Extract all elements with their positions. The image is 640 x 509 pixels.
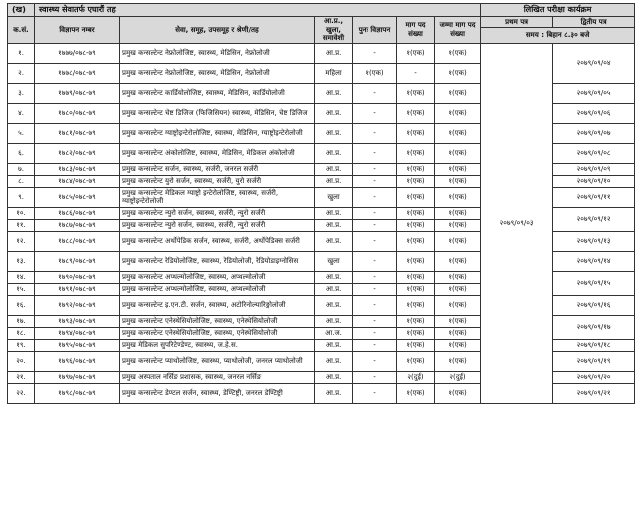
post-cell: प्रमुख कन्सल्टेन्ट एनेस्थेसियोलोजिष्ट, स्वास्थ्य, एनेस्थेसियोलोजी	[120, 315, 315, 327]
type-cell: आ.प्र.	[315, 271, 353, 283]
advert-no-cell: १७९८/०७८-७९	[35, 383, 120, 403]
advert-no-cell: १७७८/०७८-७९	[35, 63, 120, 83]
total-cell: १(एक)	[435, 351, 481, 371]
type-cell: खुला	[315, 187, 353, 207]
col-required: माग पद संख्या	[397, 17, 435, 44]
serial-cell: १०.	[8, 207, 35, 219]
total-cell: १(एक)	[435, 163, 481, 175]
required-cell: -	[397, 63, 435, 83]
type-cell: आ.प्र.	[315, 103, 353, 123]
serial-cell: १३.	[8, 251, 35, 271]
total-cell: १(एक)	[435, 231, 481, 251]
required-cell: १(एक)	[397, 175, 435, 187]
type-cell: महिला	[315, 63, 353, 83]
serial-cell: १४.	[8, 271, 35, 283]
required-cell: १(एक)	[397, 351, 435, 371]
post-cell: प्रमुख कन्सल्टेन्ट अप्थल्मोलोजिष्ट, स्वास्थ्य, अप्थल्मोलोजी	[120, 283, 315, 295]
required-cell: १(एक)	[397, 163, 435, 175]
required-cell: १(एक)	[397, 219, 435, 231]
paper2-date-cell: २०७९/०९/१२	[553, 207, 635, 231]
repeat-cell: -	[353, 351, 397, 371]
post-cell: प्रमुख कन्सल्टेन्ट नेफ्रोलोजिष्ट, स्वास्थ्य, मेडिसिन, नेफ्रोलोजी	[120, 43, 315, 63]
total-cell: १(एक)	[435, 295, 481, 315]
col-type: आ.प्र., खुला, समावेशी	[315, 17, 353, 44]
post-cell: प्रमुख कन्सल्टेन्ट एनेस्थेसियोलोजिष्ट, स्वास्थ्य, एनेस्थेसियोलोजी	[120, 327, 315, 339]
total-cell: १(एक)	[435, 339, 481, 351]
required-cell: १(एक)	[397, 103, 435, 123]
post-cell: प्रमुख कन्सल्टेन्ट ग्याष्ट्रोइन्टेरोलोजिष्ट, स्वास्थ्य, मेडिसिन, ग्याष्ट्रोइन्टेरोलोजी	[120, 123, 315, 143]
repeat-cell: -	[353, 187, 397, 207]
advert-no-cell: १७८८/०७८-७९	[35, 231, 120, 251]
total-cell: १(एक)	[435, 63, 481, 83]
repeat-cell: -	[353, 207, 397, 219]
type-cell: आ.ज.	[315, 327, 353, 339]
serial-cell: २.	[8, 63, 35, 83]
advert-no-cell: १७७९/०७८-७९	[35, 83, 120, 103]
required-cell: १(एक)	[397, 383, 435, 403]
type-cell: आ.प्र.	[315, 231, 353, 251]
repeat-cell: -	[353, 231, 397, 251]
paper2-date-cell: २०७९/०९/२१	[553, 383, 635, 403]
total-cell: १(एक)	[435, 327, 481, 339]
advert-no-cell: १७९६/०७८-७९	[35, 351, 120, 371]
required-cell: २(दुई)	[397, 371, 435, 383]
post-cell: प्रमुख कन्सल्टेन्ट सर्जन, स्वास्थ्य, सर्जरी, जनरल सर्जरी	[120, 163, 315, 175]
serial-cell: ३.	[8, 83, 35, 103]
post-cell: प्रमुख कन्सल्टेन्ट नेफ्रोलोजिष्ट, स्वास्थ्य, मेडिसिन, नेफ्रोलोजी	[120, 63, 315, 83]
paper2-date-cell: २०७९/०९/२०	[553, 371, 635, 383]
advert-no-cell: १७९४/०७८-७९	[35, 327, 120, 339]
post-cell: प्रमुख कन्सल्टेन्ट रेडियोलोजिष्ट, स्वास्थ्य, रेडियोलोजी, रेडियोडाइग्नोसिस	[120, 251, 315, 271]
required-cell: १(एक)	[397, 271, 435, 283]
type-cell: आ.प्र.	[315, 351, 353, 371]
required-cell: १(एक)	[397, 143, 435, 163]
serial-cell: ८.	[8, 175, 35, 187]
paper2-date-cell: २०७९/०९/०८	[553, 143, 635, 163]
col-repeat: पुनः विज्ञापन	[353, 17, 397, 44]
repeat-cell: -	[353, 163, 397, 175]
section-title: स्वास्थ्य सेवातर्फ एघारौं तह	[35, 4, 481, 17]
repeat-cell: -	[353, 271, 397, 283]
serial-cell: २०.	[8, 351, 35, 371]
advert-no-cell: १७९५/०७८-७९	[35, 339, 120, 351]
advert-no-cell: १७८५/०७८-७९	[35, 187, 120, 207]
paper2-date-cell: २०७९/०९/१५	[553, 271, 635, 295]
repeat-cell: -	[353, 43, 397, 63]
type-cell: आ.प्र.	[315, 123, 353, 143]
serial-cell: १५.	[8, 283, 35, 295]
total-cell: १(एक)	[435, 271, 481, 283]
total-cell: १(एक)	[435, 283, 481, 295]
required-cell: १(एक)	[397, 283, 435, 295]
type-cell: आ.प्र.	[315, 43, 353, 63]
post-cell: प्रमुख कन्सल्टेन्ट इ.एन.टी. सर्जन, स्वास्थ्य, अटोरिनोल्यारिङ्गोलोजी	[120, 295, 315, 315]
post-cell: प्रमुख कन्सल्टेन्ट अंकोलोजिष्ट, स्वास्थ्य, मेडिसिन, मेडिकल अंकोलोजी	[120, 143, 315, 163]
advert-no-cell: १७९७/०७८-७९	[35, 371, 120, 383]
repeat-cell: -	[353, 219, 397, 231]
repeat-cell: -	[353, 295, 397, 315]
post-cell: प्रमुख कन्सल्टेन्ट डेण्टल सर्जन, स्वास्थ्य, डेण्टिष्ट्री, जनरल डेण्टिष्ट्री	[120, 383, 315, 403]
required-cell: १(एक)	[397, 315, 435, 327]
col-advert-no: विज्ञापन नम्बर	[35, 17, 120, 44]
paper2-date-cell: २०७९/०९/०४	[553, 43, 635, 83]
required-cell: १(एक)	[397, 339, 435, 351]
repeat-cell: -	[353, 371, 397, 383]
total-cell: १(एक)	[435, 143, 481, 163]
required-cell: १(एक)	[397, 231, 435, 251]
vacancy-table	[7, 3, 635, 404]
paper2-date-cell: २०७९/०९/११	[553, 187, 635, 207]
total-cell: १(एक)	[435, 83, 481, 103]
advert-no-cell: १७९१/०७८-७९	[35, 283, 120, 295]
post-cell: प्रमुख कन्सल्टेन्ट मेडिकल ग्याष्ट्रो इन्टेरोलोजिष्ट, स्वास्थ्य, सर्जरी, ग्याष्ट्रोइन्टेरोलोजी	[120, 187, 315, 207]
post-cell: प्रमुख अस्पताल नर्सिङ प्रशासक, स्वास्थ्य, जनरल नर्सिङ	[120, 371, 315, 383]
serial-cell: १६.	[8, 295, 35, 315]
paper2-date-cell: २०७९/०९/१४	[553, 251, 635, 271]
repeat-cell: -	[353, 175, 397, 187]
type-cell: आ.प्र.	[315, 207, 353, 219]
paper2-date-cell: २०७९/०९/१६	[553, 295, 635, 315]
post-cell: प्रमुख कन्सल्टेन्ट न्युरो सर्जन, स्वास्थ्य, सर्जरी, न्युरो सर्जरी	[120, 207, 315, 219]
repeat-cell: -	[353, 315, 397, 327]
required-cell: १(एक)	[397, 187, 435, 207]
total-cell: २(दुई)	[435, 371, 481, 383]
paper2-date-cell: २०७९/०९/०७	[553, 123, 635, 143]
serial-cell: १२.	[8, 231, 35, 251]
advert-no-cell: १७८०/०७८-७९	[35, 103, 120, 123]
paper2-date-cell: २०७९/०९/१९	[553, 351, 635, 371]
post-cell: प्रमुख कन्सल्टेन्ट न्युरो सर्जन, स्वास्थ्य, सर्जरी, न्युरो सर्जरी	[120, 219, 315, 231]
type-cell: आ.प्र.	[315, 371, 353, 383]
repeat-cell: -	[353, 327, 397, 339]
serial-cell: ९.	[8, 187, 35, 207]
total-cell: १(एक)	[435, 175, 481, 187]
type-cell: आ.प्र.	[315, 219, 353, 231]
type-cell: आ.प्र.	[315, 143, 353, 163]
serial-cell: १८.	[8, 327, 35, 339]
total-cell: १(एक)	[435, 315, 481, 327]
serial-cell: ११.	[8, 219, 35, 231]
paper2-date-cell: २०७९/०९/१८	[553, 339, 635, 351]
type-cell: आ.प्र.	[315, 295, 353, 315]
post-cell: प्रमुख कन्सल्टेन्ट अप्थल्मोलोजिष्ट, स्वास्थ्य, अप्थल्मोलोजी	[120, 271, 315, 283]
total-cell: १(एक)	[435, 207, 481, 219]
serial-cell: २१.	[8, 371, 35, 383]
advert-no-cell: १७९३/०७८-७९	[35, 315, 120, 327]
col-post: सेवा, समूह, उपसमूह र श्रेणी/तह	[120, 17, 315, 44]
type-cell: आ.प्र.	[315, 283, 353, 295]
total-cell: १(एक)	[435, 123, 481, 143]
total-cell: १(एक)	[435, 383, 481, 403]
serial-cell: १७.	[8, 315, 35, 327]
paper2-date-cell: २०७९/०९/१३	[553, 231, 635, 251]
repeat-cell: -	[353, 103, 397, 123]
serial-cell: २२.	[8, 383, 35, 403]
repeat-cell: -	[353, 123, 397, 143]
repeat-cell: -	[353, 143, 397, 163]
serial-cell: ६.	[8, 143, 35, 163]
required-cell: १(एक)	[397, 43, 435, 63]
total-cell: १(एक)	[435, 219, 481, 231]
advert-no-cell: १७८७/०७८-७९	[35, 219, 120, 231]
post-cell: प्रमुख मेडिकल सुपरिटेण्डेण्ट, स्वास्थ्य, ज.हे.स.	[120, 339, 315, 351]
type-cell: आ.प्र.	[315, 339, 353, 351]
col-paper2: द्वितीय पत्र	[553, 17, 635, 28]
advert-no-cell: १७८९/०७८-७९	[35, 251, 120, 271]
serial-cell: ५.	[8, 123, 35, 143]
paper2-date-cell: २०७९/०९/०९	[553, 163, 635, 175]
post-cell: प्रमुख कन्सल्टेन्ट अर्थोपेडिक सर्जन, स्वास्थ्य, सर्जरी, अर्थोपेडिक्स सर्जरी	[120, 231, 315, 251]
required-cell: १(एक)	[397, 251, 435, 271]
type-cell: आ.प्र.	[315, 315, 353, 327]
serial-cell: ७.	[8, 163, 35, 175]
serial-cell: ४.	[8, 103, 35, 123]
paper2-date-cell: २०७९/०९/०६	[553, 103, 635, 123]
post-cell: प्रमुख कन्सल्टेन्ट चेष्ट डिजिज (फिजिसियन) स्वास्थ्य, मेडिसिन, चेष्ट डिजिज	[120, 103, 315, 123]
type-cell: आ.प्र.	[315, 175, 353, 187]
paper2-date-cell: २०७९/०९/१७	[553, 315, 635, 339]
required-cell: १(एक)	[397, 207, 435, 219]
exam-schedule-title: लिखित परीक्षा कार्यक्रम	[481, 4, 635, 17]
section-label: (ख)	[8, 4, 35, 17]
type-cell: आ.प्र.	[315, 83, 353, 103]
type-cell: आ.प्र.	[315, 383, 353, 403]
repeat-cell: -	[353, 283, 397, 295]
serial-cell: १.	[8, 43, 35, 63]
post-cell: प्रमुख कन्सल्टेन्ट कार्डियोलोजिष्ट, स्वास्थ्य, मेडिसिन, कार्डियोलोजी	[120, 83, 315, 103]
col-paper1: प्रथम पत्र	[481, 17, 553, 28]
paper1-date-cell: २०७९/०९/०३	[481, 43, 553, 403]
type-cell: खुला	[315, 251, 353, 271]
repeat-cell: १(एक)	[353, 63, 397, 83]
repeat-cell: -	[353, 251, 397, 271]
post-cell: प्रमुख कन्सल्टेन्ट प्याथोलोजिष्ट, स्वास्थ्य, प्याथोलोजी, जनरल प्याथोलोजी	[120, 351, 315, 371]
total-cell: १(एक)	[435, 103, 481, 123]
paper2-date-cell: २०७९/०९/०५	[553, 83, 635, 103]
total-cell: १(एक)	[435, 251, 481, 271]
repeat-cell: -	[353, 383, 397, 403]
post-cell: प्रमुख कन्सल्टेन्ट युरो सर्जन, स्वास्थ्य, सर्जरी, युरो सर्जरी	[120, 175, 315, 187]
required-cell: १(एक)	[397, 123, 435, 143]
col-total: जम्मा माग पद संख्या	[435, 17, 481, 44]
required-cell: १(एक)	[397, 295, 435, 315]
serial-cell: १९.	[8, 339, 35, 351]
paper2-date-cell: २०७९/०९/१०	[553, 175, 635, 187]
exam-time: समय : बिहान ८.३० बजे	[481, 28, 635, 44]
type-cell: आ.प्र.	[315, 163, 353, 175]
total-cell: १(एक)	[435, 187, 481, 207]
required-cell: १(एक)	[397, 83, 435, 103]
advert-no-cell: १७८६/०७८-७९	[35, 207, 120, 219]
advert-no-cell: १७८२/०७८-७९	[35, 143, 120, 163]
advert-no-cell: १७८३/०७८-७९	[35, 163, 120, 175]
total-cell: १(एक)	[435, 43, 481, 63]
repeat-cell: -	[353, 339, 397, 351]
advert-no-cell: १७८४/०७८-७९	[35, 175, 120, 187]
advert-no-cell: १७९०/०७८-७९	[35, 271, 120, 283]
required-cell: १(एक)	[397, 327, 435, 339]
advert-no-cell: १७९२/०७८-७९	[35, 295, 120, 315]
col-serial: क.सं.	[8, 17, 35, 44]
table-row	[8, 43, 635, 63]
advert-no-cell: १७८१/०७८-७९	[35, 123, 120, 143]
repeat-cell: -	[353, 83, 397, 103]
advert-no-cell: १७७७/०७८-७९	[35, 43, 120, 63]
